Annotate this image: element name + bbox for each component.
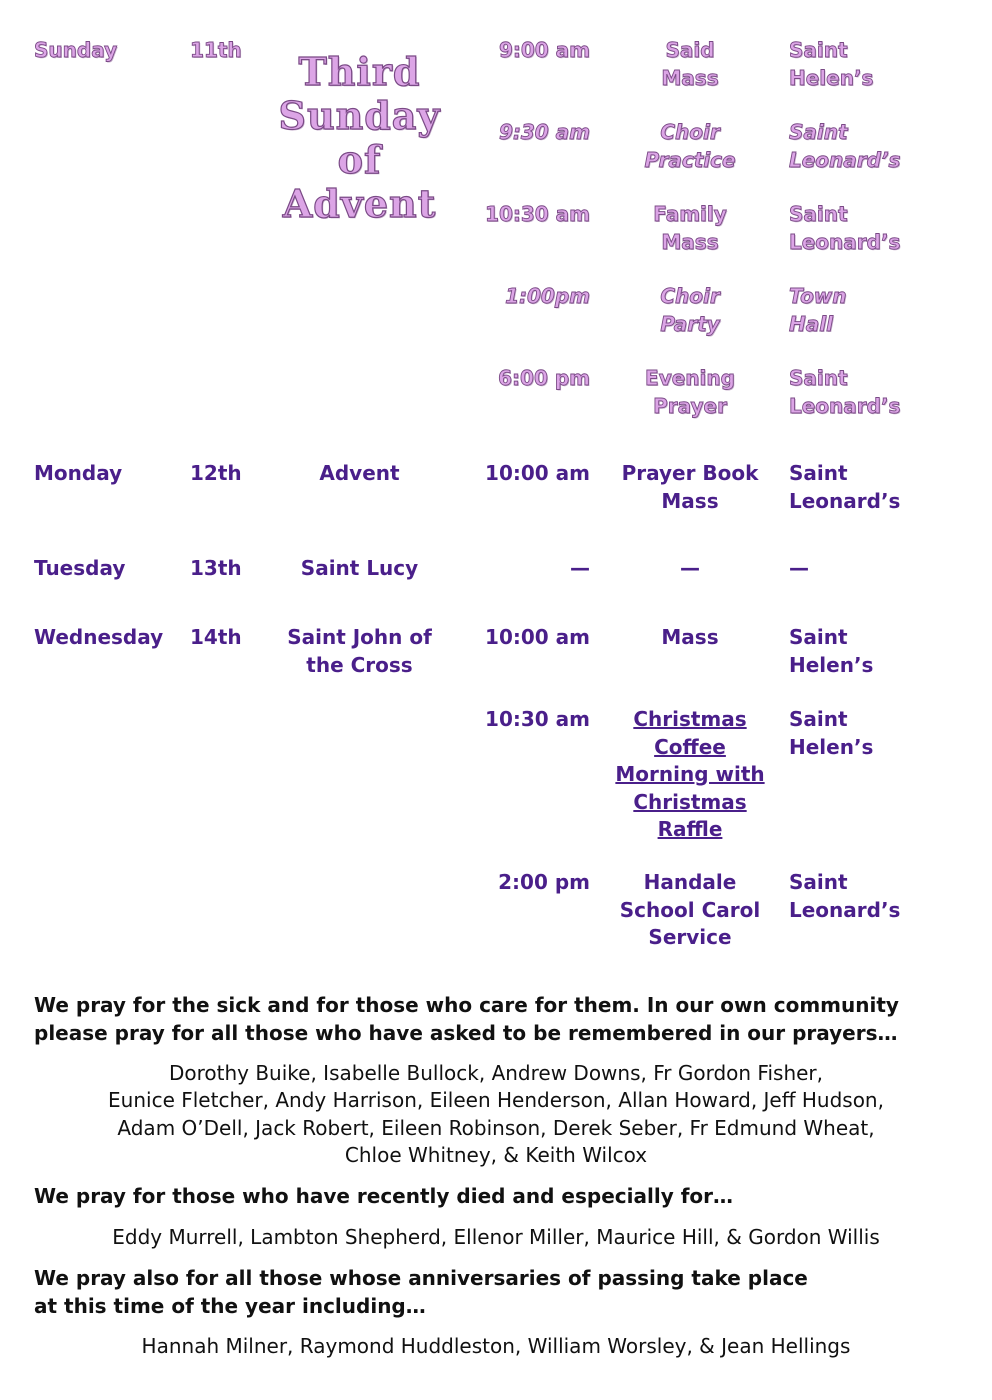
event: Family Mass bbox=[653, 202, 727, 254]
title-line-3: of Advent bbox=[282, 137, 437, 226]
feast-title-sunday bbox=[262, 50, 457, 226]
sick-names: Dorothy Buike, Isabelle Bullock, Andrew Downs, Fr Gordon Fisher, Eunice Fletcher, Andy Harrison, Eileen Henderson, Allan Howard, Jeff Hudson, Adam O’Dell, Jack Robert, Eileen Robinson, Derek Seber, Fr Edmund Wheat, Chloe Whitney, & Keith Wilcox bbox=[108, 1061, 884, 1167]
day-wednesday: Wednesday bbox=[34, 625, 164, 649]
day-monday: Monday bbox=[34, 461, 123, 485]
event: Choir Practice bbox=[644, 120, 736, 172]
place: Saint Helen’s bbox=[789, 38, 874, 90]
date-wednesday: 14th bbox=[190, 625, 242, 649]
feast-wednesday: Saint John of the Cross bbox=[287, 625, 432, 677]
event: Said Mass bbox=[661, 38, 719, 90]
event: Choir Party bbox=[660, 284, 720, 336]
place: Saint Helen’s bbox=[789, 625, 874, 677]
event: Prayer Book Mass bbox=[621, 461, 759, 513]
sick-intro: We pray for the sick and for those who care for them. In our own community please pray for all those who have asked to be remembered in our prayers… bbox=[34, 993, 899, 1045]
anniversary-names: Hannah Milner, Raymond Huddleston, William Worsley, & Jean Hellings bbox=[141, 1334, 851, 1358]
place: Saint Leonard’s bbox=[789, 120, 901, 172]
time: 1:00pm bbox=[505, 284, 590, 308]
feast-tuesday: Saint Lucy bbox=[300, 556, 419, 580]
died-intro: We pray for those who have recently died and especially for… bbox=[34, 1184, 733, 1208]
date-monday: 12th bbox=[190, 461, 242, 485]
place: Saint Leonard’s bbox=[789, 870, 901, 922]
time: 6:00 pm bbox=[498, 366, 590, 390]
day-sunday: Sunday bbox=[34, 38, 118, 62]
place: Saint Leonard’s bbox=[789, 202, 901, 254]
time: 9:30 am bbox=[498, 120, 590, 144]
time: 10:30 am bbox=[485, 202, 590, 226]
anniversary-intro: We pray also for all those whose anniversaries of passing take place at this time of the year including… bbox=[34, 1266, 808, 1318]
christmas-coffee-morning-link[interactable]: Christmas Coffee Morning with Christmas Raffle bbox=[615, 707, 765, 841]
title-line-1: Third bbox=[298, 49, 421, 94]
place: — bbox=[789, 556, 809, 580]
event: — bbox=[680, 556, 700, 580]
event: Handale School Carol Service bbox=[619, 870, 761, 949]
time: — bbox=[570, 556, 590, 580]
place: Saint Helen’s bbox=[789, 707, 874, 759]
day-tuesday: Tuesday bbox=[34, 556, 126, 580]
time: 2:00 pm bbox=[498, 870, 590, 894]
feast-monday: Advent bbox=[319, 461, 400, 485]
time: 10:00 am bbox=[485, 461, 590, 485]
event: Mass bbox=[661, 625, 719, 649]
date-sunday: 11th bbox=[190, 38, 242, 62]
time: 10:00 am bbox=[485, 625, 590, 649]
place: Town Hall bbox=[789, 284, 847, 336]
time: 9:00 am bbox=[498, 38, 590, 62]
died-names: Eddy Murrell, Lambton Shepherd, Ellenor Miller, Maurice Hill, & Gordon Willis bbox=[112, 1225, 880, 1249]
date-tuesday: 13th bbox=[190, 556, 242, 580]
place: Saint Leonard’s bbox=[789, 366, 901, 418]
event: Evening Prayer bbox=[645, 366, 735, 418]
title-line-2: Sunday bbox=[278, 93, 441, 138]
time: 10:30 am bbox=[485, 707, 590, 731]
place: Saint Leonard’s bbox=[789, 461, 901, 513]
